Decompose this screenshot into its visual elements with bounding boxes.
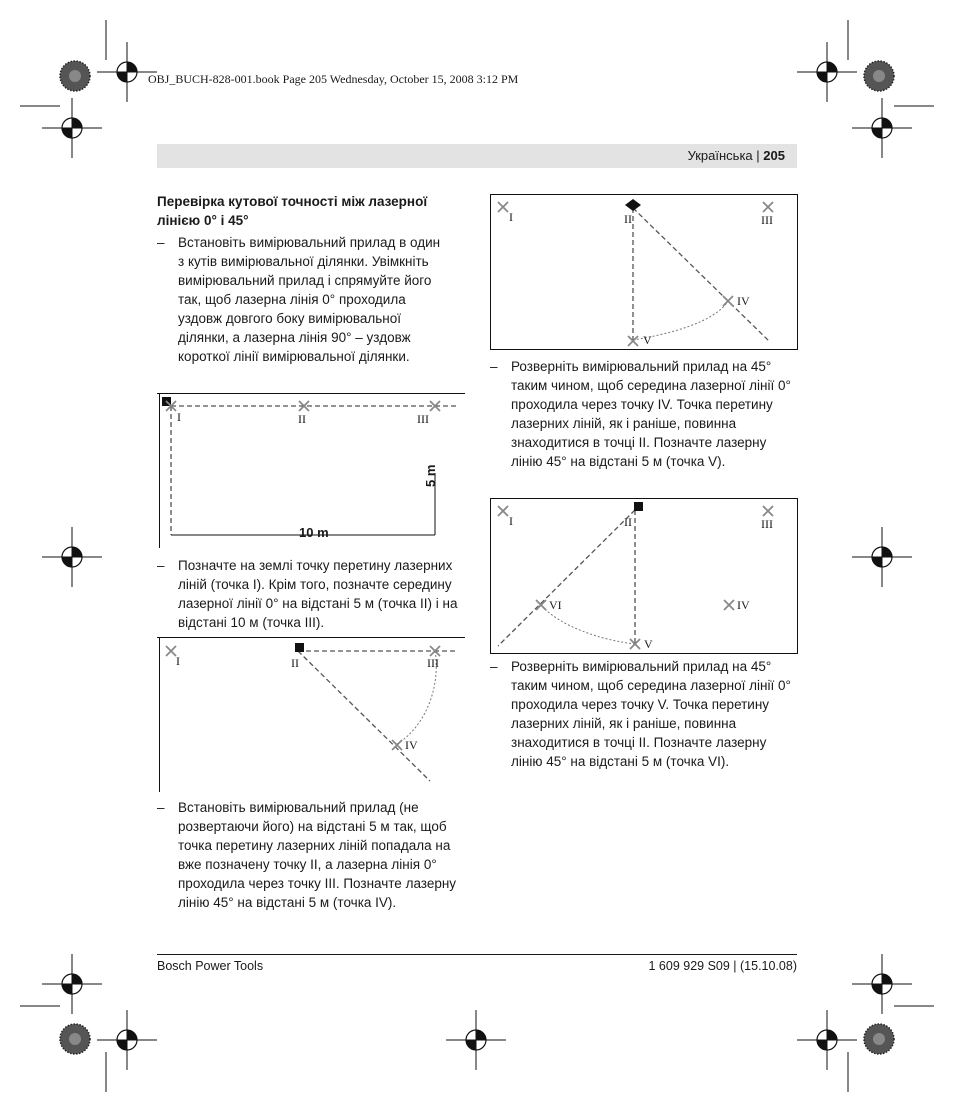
bullet-dash: – [157,235,165,250]
header-text [688,148,785,163]
point-label: VI [549,598,562,612]
point-label: IV [405,738,418,752]
figure-2-diagram [157,637,465,792]
point-label: III [417,412,429,426]
registration-dial-icon [864,61,894,91]
figure-3-diagram [490,194,798,350]
bullet-dash: – [490,659,498,674]
step-text: Розверніть вимірювальний прилад на 45° таким чином, щоб середина лазерної лінії 0° проходила через точку IV. Точка перетину лазерних ліній, як і раніше, повинна знаходитися в точці II. Позначте лазерну лінію 45° на відстані 5 м (точка V). [511,359,791,469]
step-text: Встановіть вимірювальний прилад в один з кутів вимірювальної ділянки. Увімкніть вимірювальний прилад і спрямуйте його так, щоб лазерна лінія 0° проходила уздовж довгого боку вимірювальної ділянки, а лазерна лінія 90° – уздовж короткої лінії вимірювальної ділянки. [178,235,441,364]
point-label: I [509,514,513,528]
laser-device-icon [625,199,641,211]
point-label: II [624,515,632,529]
dimension-label-10m: 10 m [299,525,329,540]
bullet-dash: – [157,800,165,815]
point-label: V [644,637,653,651]
page-number: 205 [763,148,785,163]
header-language: Українська [687,148,753,163]
step-5 [490,657,791,771]
registration-cross-icon [42,98,102,158]
point-label: IV [737,294,750,308]
registration-cross-icon [42,954,102,1014]
step-text: Встановіть вимірювальний прилад (не розвертаючи його) на відстані 5 м так, щоб точка перетину лазерних ліній попадала на вже позначену точку II, а лазерна лінія 0° проходила через точку III. Позначте лазерну лінію 45° на відстані 5 м (точка IV). [178,800,457,910]
point-label: III [761,213,773,227]
registration-cross-icon [42,527,102,587]
point-label: I [177,410,181,424]
footer-brand: Bosch Power Tools [157,959,264,973]
registration-dial-icon [864,1024,894,1054]
figure-4-diagram [490,498,798,654]
step-4 [490,357,791,471]
book-info-line: OBJ_BUCH-828-001.book Page 205 Wednesday, October 15, 2008 3:12 PM [148,72,519,86]
point-label: III [761,517,773,531]
point-label: I [509,210,513,224]
step-1 [157,233,448,366]
point-label: V [643,333,652,347]
section-heading: Перевірка кутової точності між лазерної лінією 0° і 45° [157,194,428,228]
left-column [157,192,465,932]
point-label: II [298,412,306,426]
registration-cross-icon [852,527,912,587]
registration-cross-icon [852,954,912,1014]
step-2 [157,556,468,632]
point-label: I [176,654,180,668]
point-label: II [291,656,299,670]
registration-dial-icon [60,61,90,91]
step-3 [157,798,466,912]
footer-rule [157,954,797,955]
registration-dial-icon [60,1024,90,1054]
dimension-label-5m: 5 m [423,464,438,487]
header-separator: | [756,148,760,163]
step-text: Позначте на землі точку перетину лазерних ліній (точка I). Крім того, позначте середину лазерної лінії 0° на відстані 5 м (точка II) і на відстані 10 м (точка III). [178,558,458,630]
bullet-dash: – [157,558,165,573]
laser-device-icon [295,643,304,652]
registration-cross-icon [446,1010,506,1070]
figure-1-diagram [157,393,465,548]
footer-doc-number: 1 609 929 S09 | (15.10.08) [648,959,797,973]
registration-cross-icon [852,98,912,158]
bullet-dash: – [490,359,498,374]
laser-device-icon [634,502,643,511]
point-label: IV [737,598,750,612]
step-text: Розверніть вимірювальний прилад на 45° таким чином, щоб середина лазерної лінії 0° проходила через точку V. Точка перетину лазерних ліній, як і раніше, повинна знаходитися в точці II. Позначте лазерну лінію 45° на відстані 5 м (точка VI). [511,659,791,769]
point-label: III [427,656,439,670]
page-header [157,144,797,168]
point-label: II [624,212,632,226]
